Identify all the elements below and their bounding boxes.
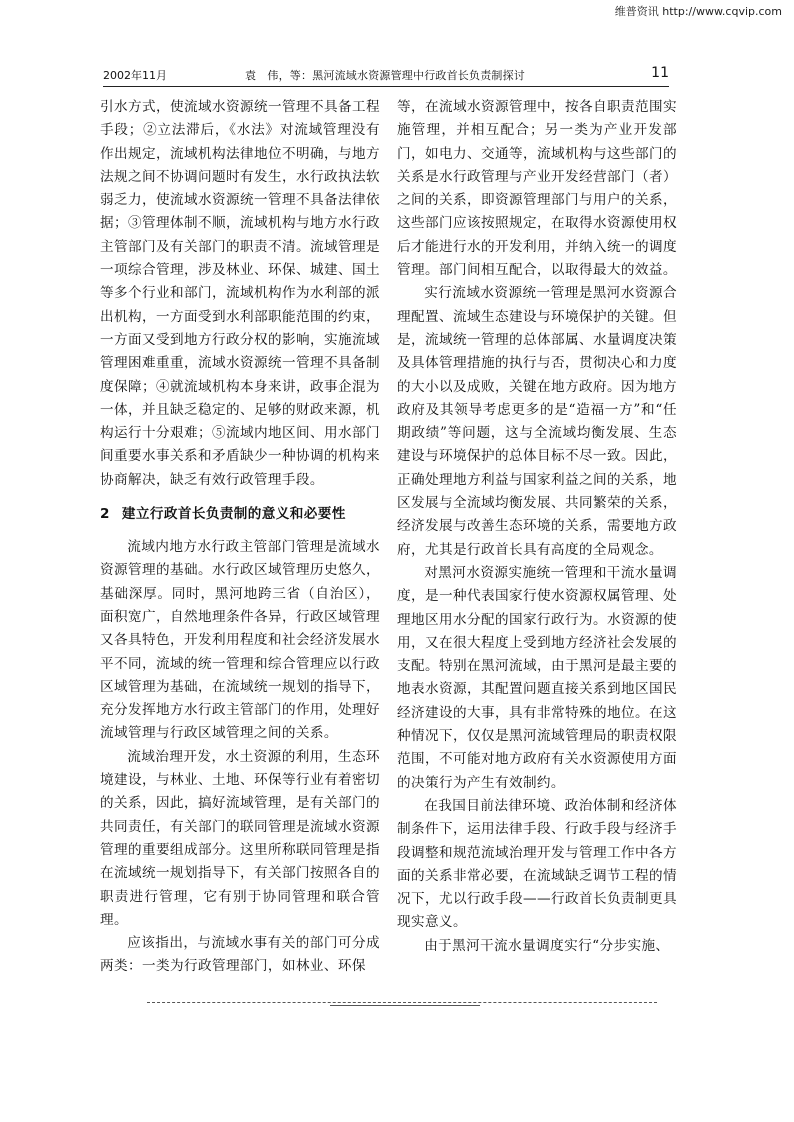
header-rule: [103, 86, 669, 87]
header-title: 袁 伟，等：黑河流域水资源管理中行政首长负责制探讨: [245, 69, 525, 82]
paragraph: 对黑河水资源实施统一管理和干流水量调度，是一种代表国家行使水资源权属管理、处理地区用水分配的国家行政行为。水资源的使用，又在很大程度上受到地方经济社会发展的支配。特别在黑河流域，由于黑河是最主要的地表水资源，其配置问题直接关系到地区国民经济建设的大事，具有非常特殊的地位。在这种情况下，仅仅是黑河流域管理局的职责权限范围，不可能对地方政府有关水资源使用方面的决策行为产生有效制约。: [397, 564, 677, 791]
paragraph: 流域治理开发，水土资源的利用，生态环境建设，与林业、土地、环保等行业有着密切的关系，因此，搞好流域管理，是有关部门的共同责任，有关部门的联同管理是流域水资源管理的重要组成部分。这里所称联同管理是指在流域统一规划指导下，有关部门按照各自的职责进行管理，它有别于协同管理和联合管理。: [100, 748, 380, 928]
left-column: [100, 96, 380, 979]
paragraph: 引水方式，使流域水资源统一管理不具备工程手段；②立法滞后，《水法》对流域管理没有作出规定，流域机构法律地位不明确，与地方法规之间不协调问题时有发生，水行政执法软弱乏力，使流域水资源统一管理不具备法律依据；③管理体制不顺，流域机构与地方水行政主管部门及有关部门的职责不清。流域管理是一项综合管理，涉及林业、环保、城建、国土等多个行业和部门，流域机构作为水利部的派出机构，一方面受到水利部职能范围的约束，一方面又受到地方行政分权的影响，实施流域管理困难重重，流域水资源统一管理不具备制度保障；④就流域机构本身来讲，政事企混为一体，并且缺乏稳定的、足够的财政来源，机构运行十分艰难；⑤流域内地区间、用水部门间重要水事关系和矛盾缺少一种协调的机构来协商解决，缺乏有效行政管理手段。: [100, 99, 380, 488]
running-header: [103, 67, 669, 83]
section-title: 建立行政首长负责制的意义和必要性: [121, 506, 346, 523]
footer-rule: [147, 1002, 657, 1003]
section-number: 2: [100, 506, 110, 523]
header-date: 2002年11月: [103, 69, 167, 82]
paragraph: 等，在流域水资源管理中，按各自职责范围实施管理，并相互配合；另一类为产业开发部门，如电力、交通等，流域机构与这些部门的关系是水行政管理与产业开发经营部门（者）之间的关系，即资源管理部门与用户的关系，这些部门应该按照规定，在取得水资源使用权后才能进行水的开发利用，并纳入统一的调度管理。部门间相互配合，以取得最大的效益。: [397, 99, 677, 279]
footer-rule-accent: [330, 1005, 480, 1006]
right-column: [397, 96, 677, 958]
page-number: 11: [651, 65, 669, 81]
paragraph: 实行流域水资源统一管理是黑河水资源合理配置、流域生态建设与环境保护的关键。但是，流域统一管理的总体部属、水量调度决策及具体管理措施的执行与否，贯彻决心和力度的大小以及成败，关键在地方政府。因为地方政府及其领导考虑更多的是“造福一方”和“任期政绩”等问题，这与全流域均衡发展、生态建设与环境保护的总体目标不尽一致。因此，正确处理地方利益与国家利益之间的关系，地区发展与全流域均衡发展、共同繁荣的关系，经济发展与改善生态环境的关系，需要地方政府，尤其是行政首长具有高度的全局观念。: [397, 285, 677, 558]
paragraph: 应该指出，与流域水事有关的部门可分成两类：一类为行政管理部门，如林业、环保: [100, 935, 380, 975]
paragraph: 在我国目前法律环境、政治体制和经济体制条件下，运用法律手段、行政手段与经济手段调整和规范流域治理开发与管理工作中各方面的关系非常必要，在流域缺乏调节工程的情况下，尤以行政手段——行政首长负责制更具现实意义。: [397, 797, 677, 931]
watermark-text[interactable]: 维普资讯 http://www.cqvip.com: [614, 5, 782, 18]
section-heading: [100, 504, 380, 524]
paragraph: 由于黑河干流水量调度实行“分步实施、: [424, 937, 670, 954]
paragraph: 流域内地方水行政主管部门管理是流域水资源管理的基础。水行政区域管理历史悠久，基础深厚。同时，黑河地跨三省（自治区），面积宽广，自然地理条件各异，行政区域管理又各具特色，开发利用程度和社会经济发展水平不同，流域的统一管理和综合管理应以行政区域管理为基础，在流域统一规划的指导下，充分发挥地方水行政主管部门的作用，处理好流域管理与行政区域管理之间的关系。: [100, 539, 380, 742]
